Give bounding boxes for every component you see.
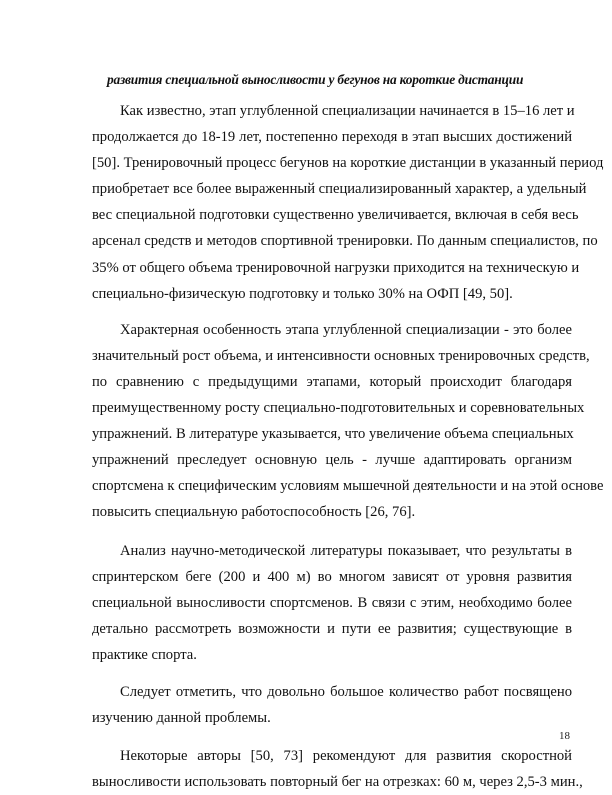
paragraph-2 xyxy=(92,317,604,526)
text-line: повысить специальную работоспособность [26, 76]. xyxy=(92,504,416,521)
section-heading: развития специальной выносливости у бегунов на короткие дистанции xyxy=(107,72,524,87)
text-line: спортсмена к специфическим условиям мышечной деятельности и на этой основе xyxy=(92,478,604,495)
paragraph-4 xyxy=(92,679,572,731)
paragraph-3 xyxy=(92,538,572,668)
text-line: по сравнению с предыдущими этапами, который происходит благодаря xyxy=(92,373,572,390)
text-line: 35% от общего объема тренировочной нагрузки приходится на техническую и xyxy=(92,259,580,276)
text-line: продолжается до 18-19 лет, постепенно переходя в этап высших достижений xyxy=(92,129,572,146)
text-line: арсенал средств и методов спортивной тренировки. По данным специалистов, по xyxy=(92,233,598,250)
text-line: приобретает все более выраженный специализированный характер, а удельный xyxy=(92,181,587,198)
text-line: Характерная особенность этапа углубленной специализации - это более xyxy=(120,321,572,338)
paragraph-5 xyxy=(92,743,583,795)
text-line: Некоторые авторы [50, 73] рекомендуют для развития скоростной xyxy=(120,748,572,765)
text-line: упражнений. В литературе указывается, что увеличение объема специальных xyxy=(92,426,574,443)
text-line: [50]. Тренировочный процесс бегунов на короткие дистанции в указанный период xyxy=(92,155,604,172)
text-line: упражнений преследует основную цель - лучше адаптировать организм xyxy=(92,452,572,469)
page-number: 18 xyxy=(559,730,570,742)
body-text xyxy=(92,98,604,795)
text-line: вес специальной подготовки существенно увеличивается, включая в себя весь xyxy=(92,207,579,224)
text-line: практике спорта. xyxy=(92,646,197,663)
text-line: специально-физическую подготовку и только 30% на ОФП [49, 50]. xyxy=(92,285,513,302)
text-line: спринтерском беге (200 и 400 м) во многом зависят от уровня развития xyxy=(92,568,572,585)
text-line: изучению данной проблемы. xyxy=(92,710,271,727)
text-line: преимущественному росту специально-подготовительных и соревновательных xyxy=(92,400,585,417)
text-line: Как известно, этап углубленной специализации начинается в 15–16 лет и xyxy=(120,103,575,119)
text-line: Следует отметить, что довольно большое количество работ посвящено xyxy=(120,683,572,700)
text-line: выносливости использовать повторный бег на отрезках: 60 м, через 2,5-3 мин., xyxy=(92,774,583,791)
paragraph-1 xyxy=(92,98,604,307)
text-line: детально рассмотреть возможности и пути ее развития; существующие в xyxy=(92,620,572,637)
text-line: Анализ научно-методической литературы показывает, что результаты в xyxy=(120,542,572,559)
text-line: значительный рост объема, и интенсивности основных тренировочных средств, xyxy=(92,347,590,364)
text-line: специальной выносливости спортсменов. В связи с этим, необходимо более xyxy=(92,594,572,611)
